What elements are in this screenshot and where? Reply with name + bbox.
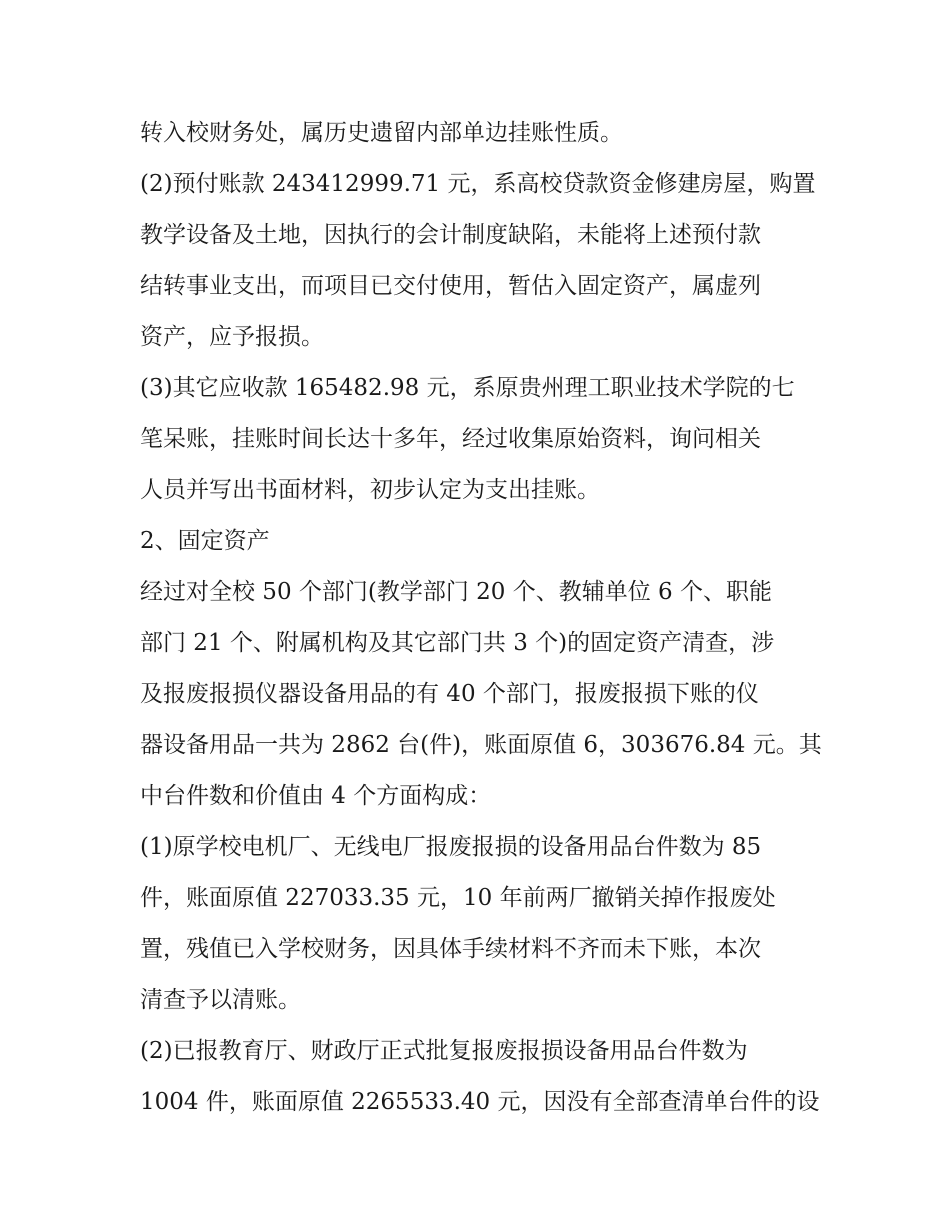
text-line: 置，残值已入学校财务，因具体手续材料不齐而未下账，本次 (140, 936, 761, 962)
text-line: 转入校财务处，属历史遗留内部单边挂账性质。 (140, 120, 623, 146)
section-heading: 2、固定资产 (140, 528, 270, 554)
document-body (140, 108, 820, 1128)
text-line: 经过对全校 50 个部门(教学部门 20 个、教辅单位 6 个、职能 (140, 579, 773, 605)
text-line: 资产，应予报损。 (140, 324, 324, 350)
text-line: 中台件数和价值由 4 个方面构成： (140, 783, 492, 809)
text-line: 笔呆账，挂账时间长达十多年，经过收集原始资料，询问相关 (140, 426, 761, 452)
text-line: 人员并写出书面材料，初步认定为支出挂账。 (140, 477, 600, 503)
text-line: 结转事业支出，而项目已交付使用，暂估入固定资产，属虚列 (140, 273, 761, 299)
text-line: 及报废报损仪器设备用品的有 40 个部门，报废报损下账的仪 (140, 681, 759, 707)
text-line: 1004 件，账面原值 2265533.40 元，因没有全部查清单台件的设 (140, 1089, 820, 1115)
text-line: 清查予以清账。 (140, 987, 301, 1013)
text-line: 教学设备及土地，因执行的会计制度缺陷，未能将上述预付款 (140, 222, 761, 248)
text-line: (1)原学校电机厂、无线电厂报废报损的设备用品台件数为 85 (140, 834, 762, 860)
text-line: 器设备用品一共为 2862 台(件)，账面原值 6，303676.84 元。其 (140, 732, 822, 758)
text-line: (2)预付账款 243412999.71 元，系高校贷款资金修建房屋，购置 (140, 171, 816, 197)
text-line: (3)其它应收款 165482.98 元，系原贵州理工职业技术学院的七 (140, 375, 795, 401)
text-line: 件，账面原值 227033.35 元，10 年前两厂撤销关掉作报废处 (140, 885, 776, 911)
text-line: (2)已报教育厅、财政厅正式批复报废报损设备用品台件数为 (140, 1038, 748, 1064)
text-line: 部门 21 个、附属机构及其它部门共 3 个)的固定资产清查，涉 (140, 630, 775, 656)
